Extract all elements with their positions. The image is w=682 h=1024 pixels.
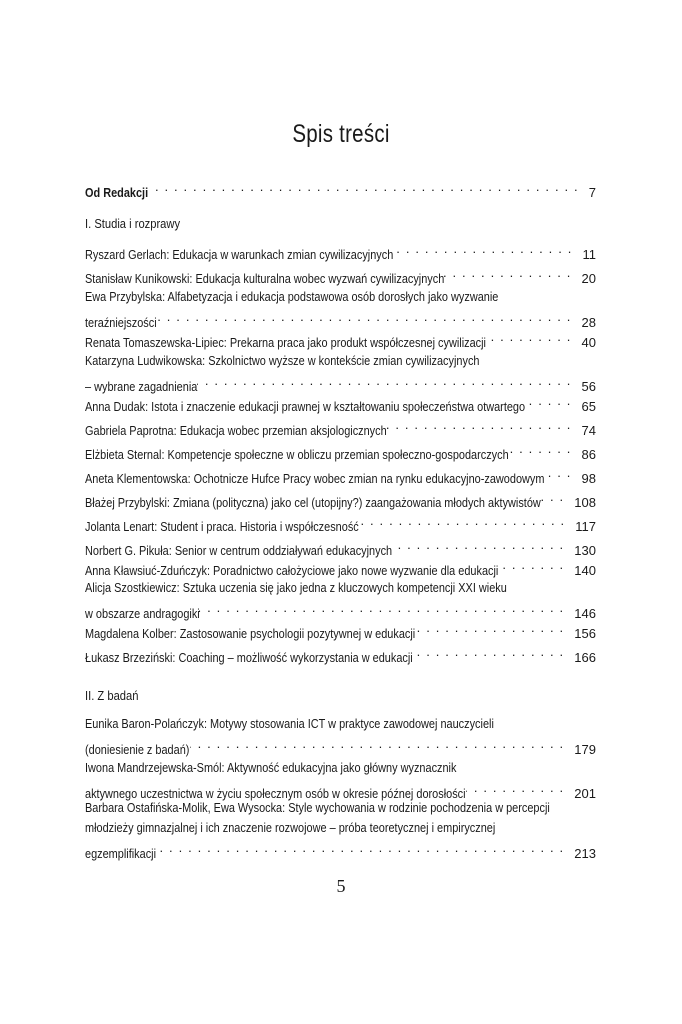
toc-entry	[85, 415, 596, 441]
toc-page-number: 86	[581, 447, 596, 462]
toc-entry-title: Anna Kławsiuć-Zduńczyk: Poradnictwo całożyciowe jako nowe wyzwanie dla edukacji	[85, 563, 499, 578]
toc-page-number: 156	[574, 626, 596, 641]
dot-leader	[156, 838, 565, 858]
toc-page-number: 201	[574, 786, 596, 801]
dot-leader	[190, 734, 565, 754]
toc-page-number: 117	[575, 519, 596, 534]
toc-entry-title-line: młodzieży gimnazjalnej i ich znaczenie rozwojowe – próba teoretycznej i empirycznej	[85, 820, 496, 835]
toc-page-number: 28	[581, 315, 596, 330]
dot-leader	[197, 371, 571, 391]
toc-page-number: 11	[582, 247, 596, 262]
toc-entry	[85, 239, 596, 265]
toc-entry	[85, 463, 596, 489]
toc-entry	[85, 263, 596, 289]
toc-entry-title-line: Iwona Mandrzejewska-Smól: Aktywność edukacyjna jako główny wyznacznik	[85, 760, 457, 775]
dot-leader	[157, 307, 572, 327]
toc-entry-title: Magdalena Kolber: Zastosowanie psychologii pozytywnej w edukacji	[85, 626, 416, 641]
toc-entry-title-line: Eunika Baron-Polańczyk: Motywy stosowania ICT w praktyce zawodowej nauczycieli	[85, 716, 494, 731]
section-heading	[85, 214, 196, 234]
toc-page-number: 179	[574, 742, 596, 757]
toc-page-number: 20	[581, 271, 596, 286]
toc-page-number: 213	[574, 846, 596, 861]
toc-entry-title: Łukasz Brzeziński: Coaching – możliwość wykorzystania w edukacji	[85, 650, 413, 665]
toc-page-number: 7	[588, 185, 596, 200]
toc-entry	[85, 391, 596, 417]
dot-leader	[525, 391, 572, 411]
toc-entry-title: Norbert G. Pikuła: Senior w centrum oddziaływań edukacyjnych	[85, 543, 393, 558]
section-heading-text: I. Studia i rozprawy	[85, 216, 181, 231]
dot-leader	[199, 598, 564, 618]
toc-entry-title: egzemplifikacji	[85, 846, 157, 861]
toc-entry-title-line: Ewa Przybylska: Alfabetyzacja i edukacja podstawowa osób dorosłych jako wyzwanie	[85, 289, 499, 304]
toc-entry	[85, 714, 596, 760]
toc-entry-title: teraźniejszości	[85, 315, 157, 330]
dot-leader	[444, 263, 571, 283]
dot-leader	[509, 439, 571, 459]
toc-entry	[85, 327, 596, 353]
toc-entry	[85, 487, 596, 513]
dot-leader	[387, 415, 572, 435]
toc-entry-title: – wybrane zagadnienia	[85, 379, 198, 394]
toc-entry-title: Elżbieta Sternal: Kompetencje społeczne w obliczu przemian społeczno-gospodarczych	[85, 447, 509, 462]
dot-leader	[413, 642, 564, 662]
toc-entry-title-line: Katarzyna Ludwikowska: Szkolnictwo wyższe w kontekście zmian cywilizacyjnych	[85, 353, 480, 368]
dot-leader	[498, 555, 564, 575]
toc-entry-title: Aneta Klementowska: Ochotnicze Hufce Pracy wobec zmian na rynku edukacyjno-zawodowym	[85, 471, 545, 486]
dot-leader	[392, 535, 565, 555]
dot-leader	[393, 239, 572, 259]
toc-page-number: 40	[581, 335, 596, 350]
toc-page-number: 98	[581, 471, 596, 486]
dot-leader	[540, 487, 564, 507]
dot-leader	[466, 778, 565, 798]
toc-entry-title: Ryszard Gerlach: Edukacja w warunkach zmian cywilizacyjnych	[85, 247, 394, 262]
toc-entry	[85, 439, 596, 465]
toc-page-number: 166	[574, 650, 596, 665]
page-number: 5	[336, 876, 346, 896]
toc-entry	[85, 618, 596, 644]
dot-leader	[415, 618, 564, 638]
toc-entry	[85, 511, 596, 537]
toc-page-number: 65	[581, 399, 596, 414]
toc-entry-title: Renata Tomaszewska-Lipiec: Prekarna praca jako produkt współczesnej cywilizacji	[85, 335, 486, 350]
toc-entry-title-line: Alicja Szostkiewicz: Sztuka uczenia się jako jedna z kluczowych kompetencji XXI wieku	[85, 580, 507, 595]
toc-page-number: 130	[574, 543, 596, 558]
toc-entry-title-line: Barbara Ostafińska-Molik, Ewa Wysocka: Style wychowania w rodzinie pochodzenia w percepcji	[85, 800, 550, 815]
page-title: Spis treści	[292, 120, 390, 148]
toc-entry-title: aktywnego uczestnictwa w życiu społecznym osób w okresie późnej dorosłości	[85, 786, 466, 801]
toc-entry	[85, 642, 596, 668]
toc-page-number: 56	[581, 379, 596, 394]
toc-entry-title: Jolanta Lenart: Student i praca. Historia i współczesność	[85, 519, 359, 534]
toc-entry-title: (doniesienie z badań)	[85, 742, 190, 757]
toc-page-number: 74	[581, 423, 596, 438]
toc-entry	[85, 798, 596, 864]
toc-entry-title: w obszarze andragogiki	[85, 606, 200, 621]
dot-leader	[359, 511, 566, 531]
toc-entry-title: Stanisław Kunikowski: Edukacja kulturalna wobec wyzwań cywilizacyjnych	[85, 271, 445, 286]
dot-leader	[148, 177, 579, 197]
dot-leader	[486, 327, 571, 347]
toc-entry-title: Błażej Przybylski: Zmiana (polityczna) jako cel (utopijny?) zaangażowania młodych aktywistów	[85, 495, 541, 510]
toc-entry-title: Gabriela Paprotna: Edukacja wobec przemian aksjologicznych	[85, 423, 387, 438]
section-heading	[85, 686, 147, 706]
section-heading-text: II. Z badań	[85, 688, 139, 703]
dot-leader	[544, 463, 571, 483]
toc-page-number: 108	[574, 495, 596, 510]
toc-page-number: 146	[574, 606, 596, 621]
toc-entry-title: Od Redakcji	[85, 185, 149, 200]
toc-entry-title: Anna Dudak: Istota i znaczenie edukacji prawnej w kształtowaniu społeczeństwa otwartego	[85, 399, 526, 414]
toc-page-number: 140	[574, 563, 596, 578]
toc-entry-intro	[85, 177, 596, 203]
